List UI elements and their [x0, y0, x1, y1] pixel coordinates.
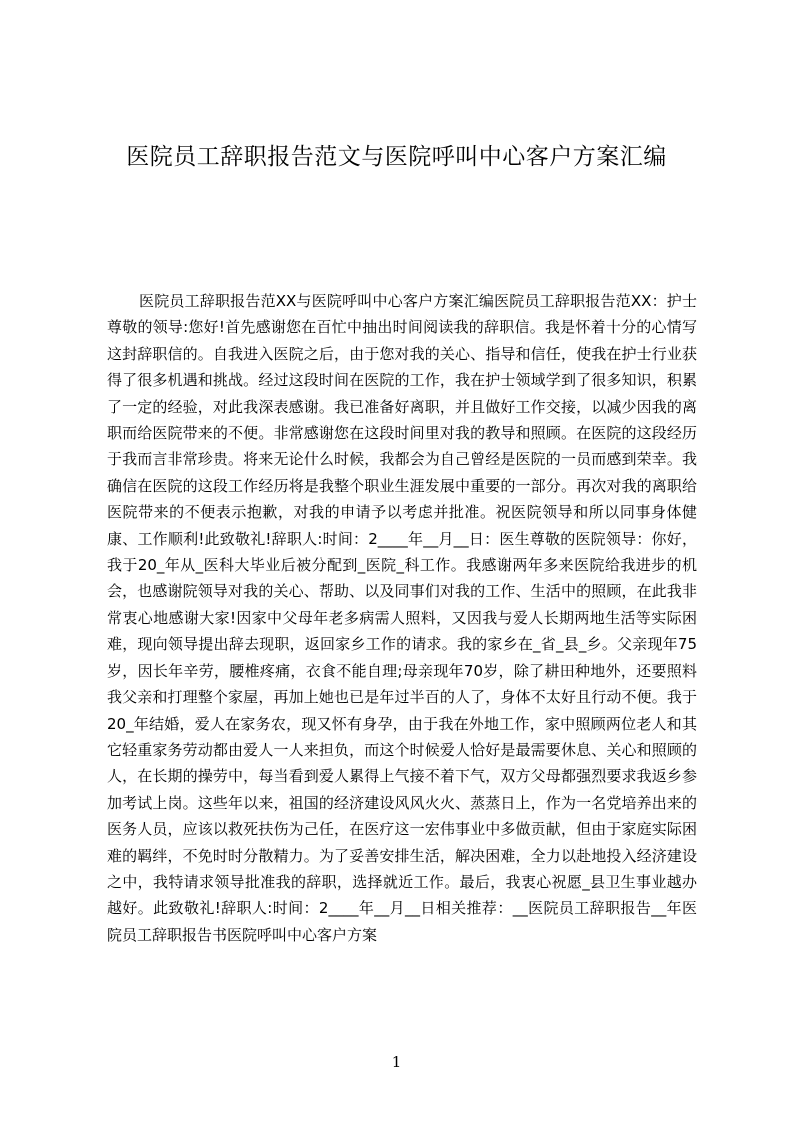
body-paragraph: 医院员工辞职报告范XX与医院呼叫中心客户方案汇编医院员工辞职报告范XX：护士尊敬的领导:您好!首先感谢您在百忙中抽出时间阅读我的辞职信。我是怀着十分的心情写这封辞职信的。自我进入医院之后，由于您对我的关心、指导和信任，使我在护士行业获得了很多机遇和挑战。经过这段时间在医院的工作，我在护士领域学到了很多知识，积累了一定的经验，对此我深表感谢。我已准备好离职，并且做好工作交接，以减少因我的离职而给医院带来的不便。非常感谢您在这段时间里对我的教导和照顾。在医院的这段经历于我而言非常珍贵。将来无论什么时候，我都会为自己曾经是医院的一员而感到荣幸。我确信在医院的这段工作经历将是我整个职业生涯发展中重要的一部分。再次对我的离职给医院带来的不便表示抱歉，对我的申请予以考虑并批准。祝医院领导和所以同事身体健康、工作顺利!此致敬礼!辞职人:时间：2____年__月__日：医生尊敬的医院领导：你好，我于20_年从_医科大毕业后被分配到_医院_科工作。我感谢两年多来医院给我进步的机会，也感谢院领导对我的关心、帮助、以及同事们对我的工作、生活中的照顾，在此我非常衷心地感谢大家!因家中父母年老多病需人照料，又因我与爱人长期两地生活等实际困难，现向领导提出辞去现职，返回家乡工作的请求。我的家乡在_省_县_乡。父亲现年75岁，因长年辛劳，腰椎疼痛，衣食不能自理;母亲现年70岁，除了耕田种地外，还要照料我父亲和打理整个家屋，再加上她也已是年过半百的人了，身体不太好且行动不便。我于20_年结婚，爱人在家务农，现又怀有身孕，由于我在外地工作，家中照顾两位老人和其它轻重家务劳动都由爱人一人来担负，而这个时候爱人恰好是最需要休息、关心和照顾的人，在长期的操劳中，每当看到爱人累得上气接不着下气，双方父母都强烈要求我返乡参加考试上岗。这些年以来，祖国的经济建设风风火火、蒸蒸日上，作为一名党培养出来的医务人员，应该以救死扶伤为己任，在医疗这一宏伟事业中多做贡献，但由于家庭实际困难的羁绊，不免时时分散精力。为了妥善安排生活，解决困难，全力以赴地投入经济建设之中，我特请求领导批准我的辞职，选择就近工作。最后，我衷心祝愿_县卫生事业越办越好。此致敬礼!辞职人:时间：2____年__月__日相关推荐：__医院员工辞职报告__年医院员工辞职报告书医院呼叫中心客户方案: [107, 292, 697, 944]
document-title: 医院员工辞职报告范文与医院呼叫中心客户方案汇编: [126, 144, 667, 170]
page-number: 1: [391, 1053, 402, 1071]
